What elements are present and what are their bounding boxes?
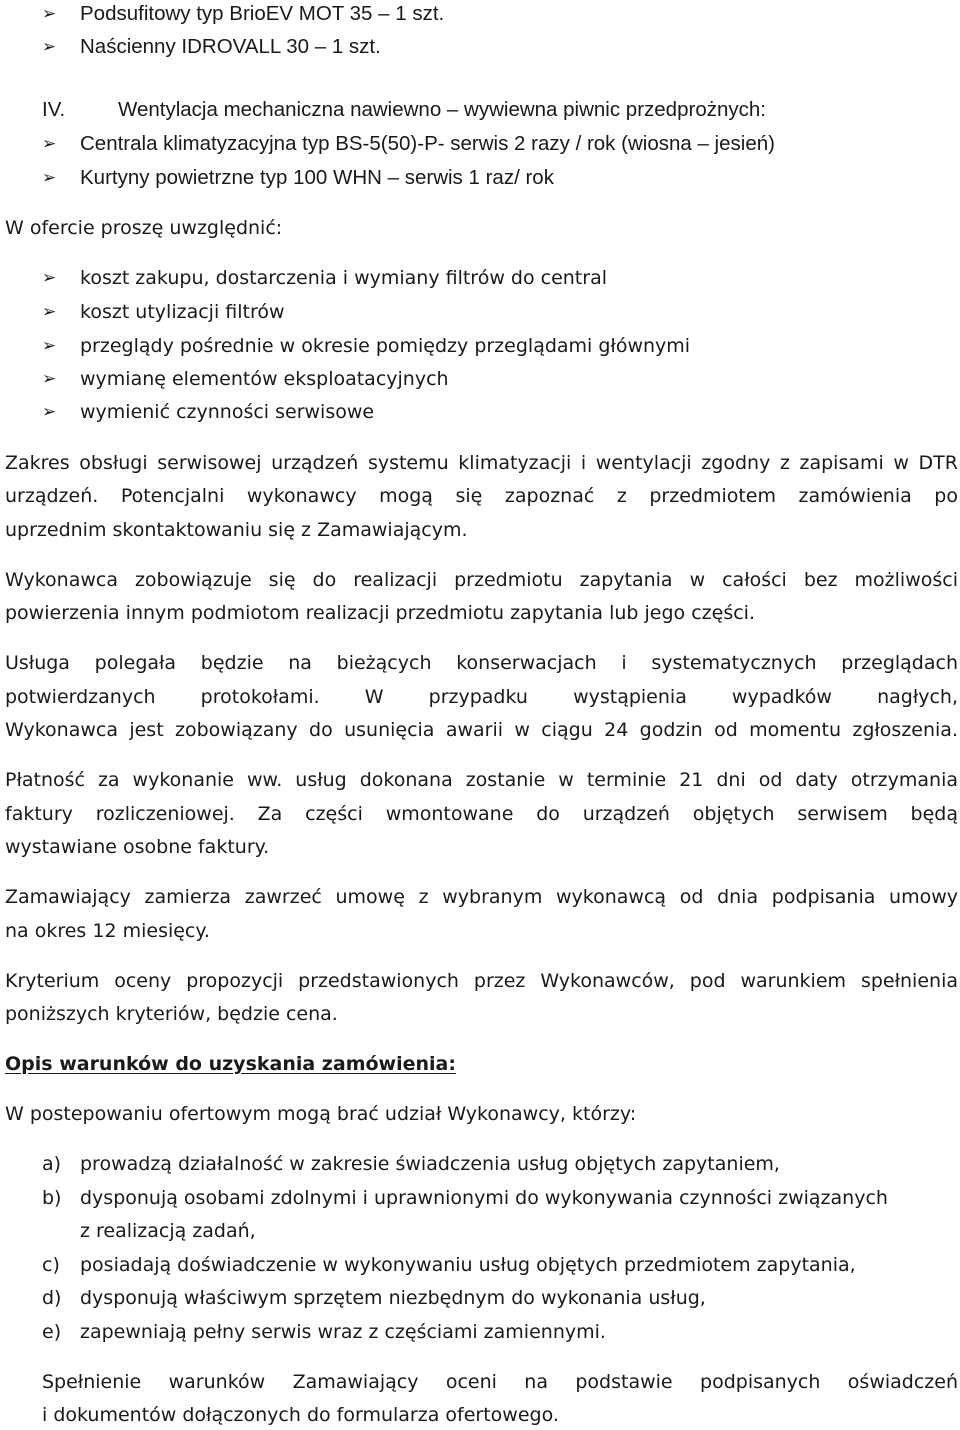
closing-line-2: i dokumentów dołączonych do formularza ofertowego.	[42, 1404, 559, 1426]
arrow-bullet-icon: ➢	[42, 402, 57, 422]
paragraph-service-line-3: Wykonawca jest zobowiązany do usunięcia awarii w ciągu 24 godzin od momentu zgłoszenia.	[5, 719, 958, 741]
closing-line-1: Spełnienie warunków Zamawiający oceni na podstawie podpisanych oświadczeń	[42, 1371, 958, 1393]
section-title: Wentylacja mechaniczna nawiewno – wywiewna piwnic przedprożnych:	[118, 98, 766, 121]
paragraph-scope-line-3: uprzednim skontaktowaniu się z Zamawiającym.	[5, 519, 468, 541]
offer-item-5: wymienić czynności serwisowe	[80, 401, 375, 423]
paragraph-service-line-2: potwierdzanych protokołami. W przypadku wystąpienia wypadków nagłych,	[5, 686, 958, 708]
paragraph-criteria-line-1: Kryterium oceny propozycji przedstawionych przez Wykonawców, pod warunkiem spełnienia	[5, 970, 958, 992]
conditions-intro: W postepowaniu ofertowym mogą brać udział Wykonawcy, którzy:	[5, 1103, 637, 1125]
arrow-bullet-icon: ➢	[42, 302, 57, 322]
arrow-bullet-icon: ➢	[42, 4, 57, 24]
section-number: IV.	[42, 98, 66, 121]
condition-d-text: dysponują właściwym sprzętem niezbędnym do wykonania usług,	[80, 1287, 706, 1309]
paragraph-payment-line-3: wystawiane osobne faktury.	[5, 836, 270, 858]
paragraph-service-line-1: Usługa polegała będzie na bieżących konserwacjach i systematycznych przeglądach	[5, 652, 958, 674]
arrow-bullet-icon: ➢	[42, 37, 57, 57]
paragraph-contract-line-1: Zamawiający zamierza zawrzeć umowę z wybranym wykonawcą od dnia podpisania umowy	[5, 886, 958, 908]
condition-marker: e)	[42, 1321, 62, 1343]
paragraph-obligation-line-1: Wykonawca zobowiązuje się do realizacji przedmiotu zapytania w całości bez możliwości	[5, 569, 958, 591]
paragraph-criteria-line-2: poniższych kryteriów, będzie cena.	[5, 1003, 338, 1025]
condition-marker: a)	[42, 1153, 62, 1175]
paragraph-scope-line-1: Zakres obsługi serwisowej urządzeń systemu klimatyzacji i wentylacji zgodny z zapisami w DTR	[5, 452, 958, 474]
condition-c-text: posiadają doświadczenie w wykonywaniu usług objętych przedmiotem zapytania,	[80, 1254, 856, 1276]
section-item-1: Centrala klimatyzacyjna typ BS-5(50)-P- serwis 2 razy / rok (wiosna – jesień)	[80, 132, 775, 155]
condition-b-text-line-1: dysponują osobami zdolnymi i uprawnionymi do wykonywania czynności związanych	[80, 1187, 888, 1209]
arrow-bullet-icon: ➢	[42, 336, 57, 356]
offer-item-2: koszt utylizacji filtrów	[80, 301, 285, 323]
paragraph-contract-line-2: na okres 12 miesięcy.	[5, 920, 210, 942]
top-bullet-2: Naścienny IDROVALL 30 – 1 szt.	[80, 35, 381, 58]
offer-item-3: przeglądy pośrednie w okresie pomiędzy przeglądami głównymi	[80, 335, 691, 357]
condition-marker: d)	[42, 1287, 62, 1309]
section-item-2: Kurtyny powietrzne typ 100 WHN – serwis 1 raz/ rok	[80, 166, 554, 189]
offer-item-1: koszt zakupu, dostarczenia i wymiany filtrów do central	[80, 267, 607, 289]
top-bullet-1: Podsufitowy typ BrioEV MOT 35 – 1 szt.	[80, 2, 445, 25]
condition-e-text: zapewniają pełny serwis wraz z częściami zamiennymi.	[80, 1321, 606, 1343]
paragraph-payment-line-2: faktury rozliczeniowej. Za części wmontowane do urządzeń objętych serwisem będą	[5, 803, 958, 825]
paragraph-obligation-line-2: powierzenia innym podmiotom realizacji przedmiotu zapytania lub jego części.	[5, 602, 755, 624]
arrow-bullet-icon: ➢	[42, 268, 57, 288]
offer-item-4: wymianę elementów eksploatacyjnych	[80, 368, 449, 390]
condition-a-text: prowadzą działalność w zakresie świadczenia usług objętych zapytaniem,	[80, 1153, 780, 1175]
arrow-bullet-icon: ➢	[42, 168, 57, 188]
condition-marker: c)	[42, 1254, 60, 1276]
arrow-bullet-icon: ➢	[42, 134, 57, 154]
condition-b-text-line-2: z realizacją zadań,	[80, 1220, 256, 1242]
condition-marker: b)	[42, 1187, 62, 1209]
paragraph-scope-line-2: urządzeń. Potencjalni wykonawcy mogą się zapoznać z przedmiotem zamówienia po	[5, 485, 958, 507]
conditions-heading: Opis warunków do uzyskania zamówienia:	[5, 1053, 456, 1075]
arrow-bullet-icon: ➢	[42, 369, 57, 389]
paragraph-payment-line-1: Płatność za wykonanie ww. usług dokonana zostanie w terminie 21 dni od daty otrzymania	[5, 769, 958, 791]
offer-intro: W ofercie proszę uwzględnić:	[5, 217, 283, 239]
